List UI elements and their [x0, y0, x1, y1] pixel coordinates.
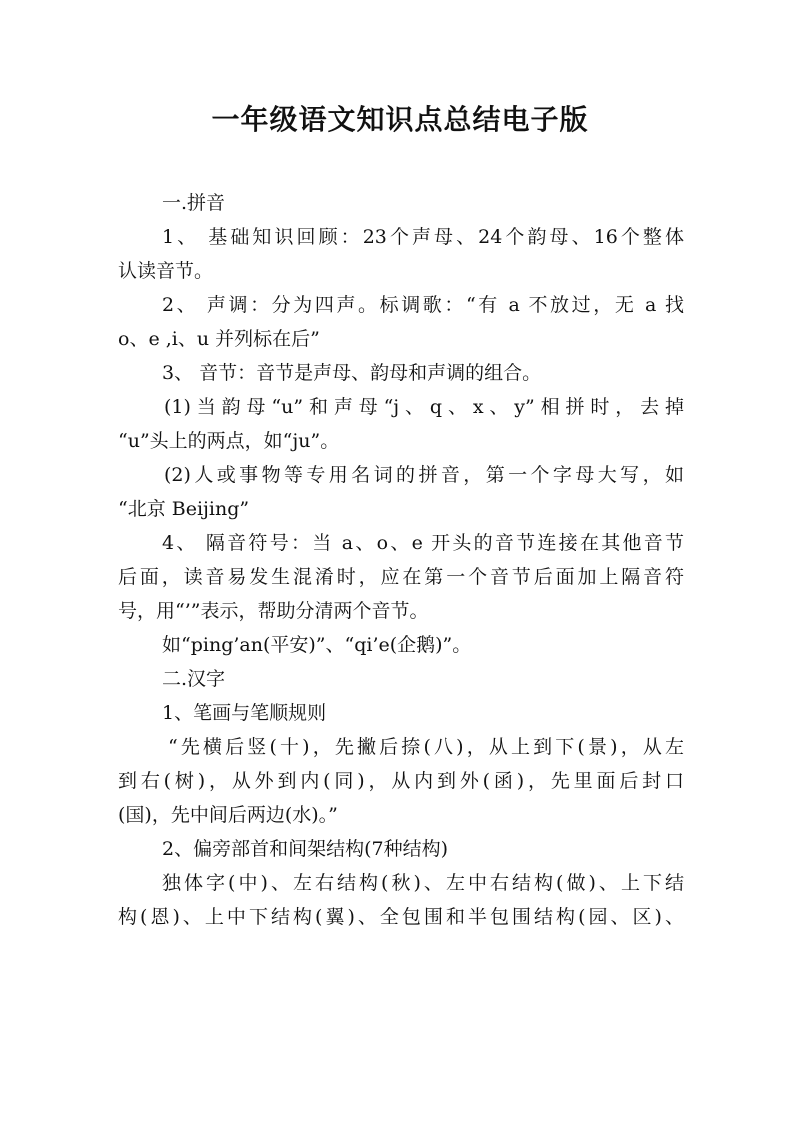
- paragraph-line: 到右(树)，从外到内(同)，从内到外(函)，先里面后封口: [118, 770, 684, 792]
- paragraph-line: 后面，读音易发生混淆时，应在第一个音节后面加上隔音符: [118, 566, 684, 588]
- paragraph-line: 1、 基础知识回顾：23个声母、24个韵母、16个整体: [162, 226, 684, 248]
- paragraph-line: 3、 音节：音节是声母、韵母和声调的组合。: [162, 362, 542, 384]
- paragraph-line: 号，用“’”表示，帮助分清两个音节。: [118, 600, 429, 622]
- paragraph-line: (2)人或事物等专用名词的拼音，第一个字母大写，如: [164, 464, 684, 486]
- paragraph-line: “u”头上的两点，如“ju”。: [118, 430, 340, 452]
- paragraph-line: 如“ping’an(平安)”、“qi’e(企鹅)”。: [162, 634, 472, 656]
- paragraph-line: 认读音节。: [118, 260, 214, 282]
- paragraph-line: o、e ,i、u 并列标在后”: [118, 328, 320, 350]
- section-heading-pinyin: 一.拼音: [162, 192, 226, 214]
- paragraph-line: 独体字(中)、左右结构(秋)、左中右结构(做)、上下结: [162, 872, 684, 894]
- paragraph-line: (1)当韵母“u”和声母“j、q、x、y”相拼时，去掉: [164, 396, 684, 418]
- paragraph-line: (国)，先中间后两边(水)。”: [118, 804, 338, 826]
- paragraph-line: 构(恩)、上中下结构(翼)、全包围和半包围结构(园、区)、: [118, 906, 684, 928]
- paragraph-line: 4、 隔音符号：当 a、o、e 开头的音节连接在其他音节: [162, 532, 684, 554]
- document-body: [118, 186, 684, 934]
- subsection-heading: 2、偏旁部首和间架结构(7种结构): [162, 838, 449, 860]
- section-heading-hanzi: 二.汉字: [162, 668, 226, 690]
- paragraph-line: “先横后竖(十)，先撇后捺(八)，从上到下(景)，从左: [168, 736, 684, 758]
- document-title: 一年级语文知识点总结电子版: [211, 103, 589, 136]
- paragraph-line: “北京 Beijing”: [118, 498, 250, 520]
- subsection-heading: 1、笔画与笔顺规则: [162, 702, 327, 724]
- paragraph-line: 2、 声调：分为四声。标调歌：“有 a 不放过，无 a 找: [162, 294, 684, 316]
